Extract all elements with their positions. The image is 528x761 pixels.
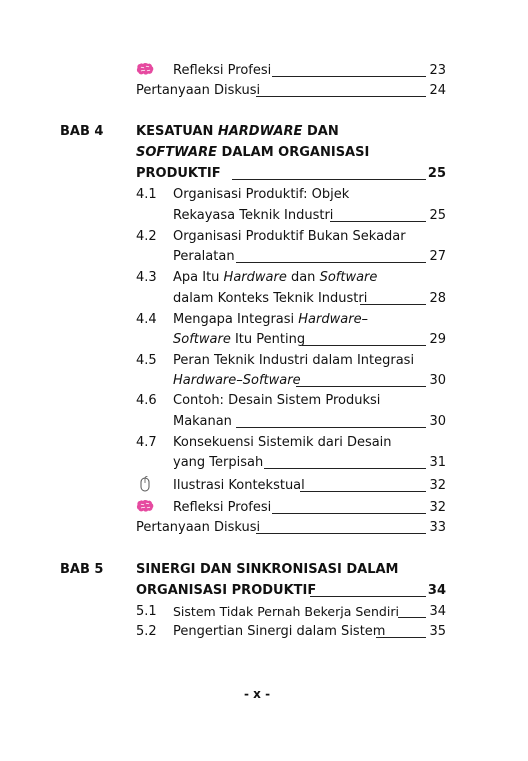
section-title-part: dan — [286, 270, 320, 285]
toc-page-number: 33 — [429, 520, 446, 535]
toc-page-number: 28 — [429, 291, 446, 306]
section-title[interactable]: Peralatan — [173, 249, 235, 264]
chapter-title-part: HARDWARE — [217, 124, 303, 139]
section-number: 4.5 — [136, 353, 157, 368]
toc-page-number: 32 — [429, 500, 446, 515]
section-number: 5.2 — [136, 624, 157, 639]
toc-entry-label[interactable]: Pertanyaan Diskusi — [136, 520, 261, 535]
section-number: 4.4 — [136, 312, 157, 327]
section-title[interactable] — [173, 269, 377, 286]
toc-entry-label[interactable]: Refleksi Profesi — [173, 63, 272, 78]
leader-line — [256, 533, 426, 534]
chapter-number: BAB 5 — [60, 562, 104, 577]
brain-icon — [136, 62, 154, 76]
page-number-footer: - x - — [244, 687, 271, 701]
toc-page-number: 25 — [427, 166, 446, 181]
toc-page-number: 29 — [429, 332, 446, 347]
leader-line — [236, 427, 426, 428]
leader-line — [310, 596, 426, 597]
toc-page-number: 30 — [429, 414, 446, 429]
section-title-part: Software — [319, 270, 378, 285]
chapter-title-part: SOFTWARE — [136, 145, 217, 160]
section-title[interactable]: Makanan — [173, 414, 232, 429]
section-title-part: Hardware– — [298, 312, 369, 327]
section-number: 4.7 — [136, 435, 157, 450]
section-title-part: Mengapa Integrasi — [173, 312, 299, 327]
chapter-title[interactable]: PRODUKTIF — [136, 166, 221, 181]
leader-line — [232, 179, 426, 180]
leader-line — [272, 513, 426, 514]
section-title[interactable]: Peran Teknik Industri dalam Integrasi — [173, 353, 415, 368]
section-number: 5.1 — [136, 604, 157, 619]
chapter-title[interactable] — [136, 123, 339, 140]
toc-page-number: 23 — [429, 63, 446, 78]
section-number: 4.3 — [136, 270, 157, 285]
section-number: 4.6 — [136, 393, 157, 408]
section-title-part: Itu Penting — [230, 332, 306, 347]
leader-line — [256, 96, 426, 97]
section-title-part: Apa Itu — [173, 270, 224, 285]
chapter-title-part: DALAM ORGANISASI — [217, 145, 370, 160]
chapter-title[interactable] — [136, 144, 369, 161]
leader-line — [236, 262, 426, 263]
toc-entry-label[interactable]: Refleksi Profesi — [173, 500, 272, 515]
section-title[interactable] — [173, 311, 368, 328]
chapter-title-part: DAN — [302, 124, 339, 139]
toc-entry-label[interactable]: Pertanyaan Diskusi — [136, 83, 261, 98]
section-title[interactable]: Rekayasa Teknik Industri — [173, 208, 334, 223]
section-number: 4.1 — [136, 187, 157, 202]
section-title-part: Software — [173, 332, 231, 347]
section-title[interactable]: dalam Konteks Teknik Industri — [173, 291, 368, 306]
section-title[interactable]: Sistem Tidak Pernah Bekerja Sendiri — [173, 604, 399, 619]
section-title[interactable]: Organisasi Produktif Bukan Sekadar — [173, 229, 406, 244]
leader-line — [264, 468, 426, 469]
leader-line — [300, 491, 426, 492]
toc-page-number: 24 — [429, 83, 446, 98]
toc-page-number: 25 — [429, 208, 446, 223]
toc-page-number: 35 — [429, 624, 446, 639]
toc-entry-label[interactable]: Ilustrasi Kontekstual — [173, 478, 305, 493]
section-number: 4.2 — [136, 229, 157, 244]
section-title[interactable]: Contoh: Desain Sistem Produksi — [173, 393, 381, 408]
chapter-title[interactable]: ORGANISASI PRODUKTIF — [136, 583, 317, 598]
leader-line — [302, 345, 426, 346]
chapter-number: BAB 4 — [60, 124, 104, 139]
brain-icon — [136, 499, 154, 513]
toc-page-number: 34 — [429, 604, 446, 619]
toc-page-number: 30 — [429, 373, 446, 388]
section-title-part: Hardware — [223, 270, 287, 285]
leader-line — [272, 76, 426, 77]
section-title[interactable]: Pengertian Sinergi dalam Sistem — [173, 624, 386, 639]
leader-line — [296, 386, 426, 387]
toc-page-number: 27 — [429, 249, 446, 264]
toc-page-number: 34 — [427, 583, 446, 598]
section-title[interactable]: Hardware–Software — [173, 373, 301, 388]
section-title[interactable]: yang Terpisah — [173, 455, 264, 470]
mouse-icon — [140, 476, 150, 492]
chapter-title[interactable]: SINERGI DAN SINKRONISASI DALAM — [136, 562, 399, 577]
section-title[interactable] — [173, 331, 305, 348]
toc-page-number: 31 — [429, 455, 446, 470]
toc-page-number: 32 — [429, 478, 446, 493]
chapter-title-part: KESATUAN — [136, 124, 218, 139]
leader-line — [330, 221, 426, 222]
section-title[interactable]: Organisasi Produktif: Objek — [173, 187, 350, 202]
section-title[interactable]: Konsekuensi Sistemik dari Desain — [173, 435, 392, 450]
